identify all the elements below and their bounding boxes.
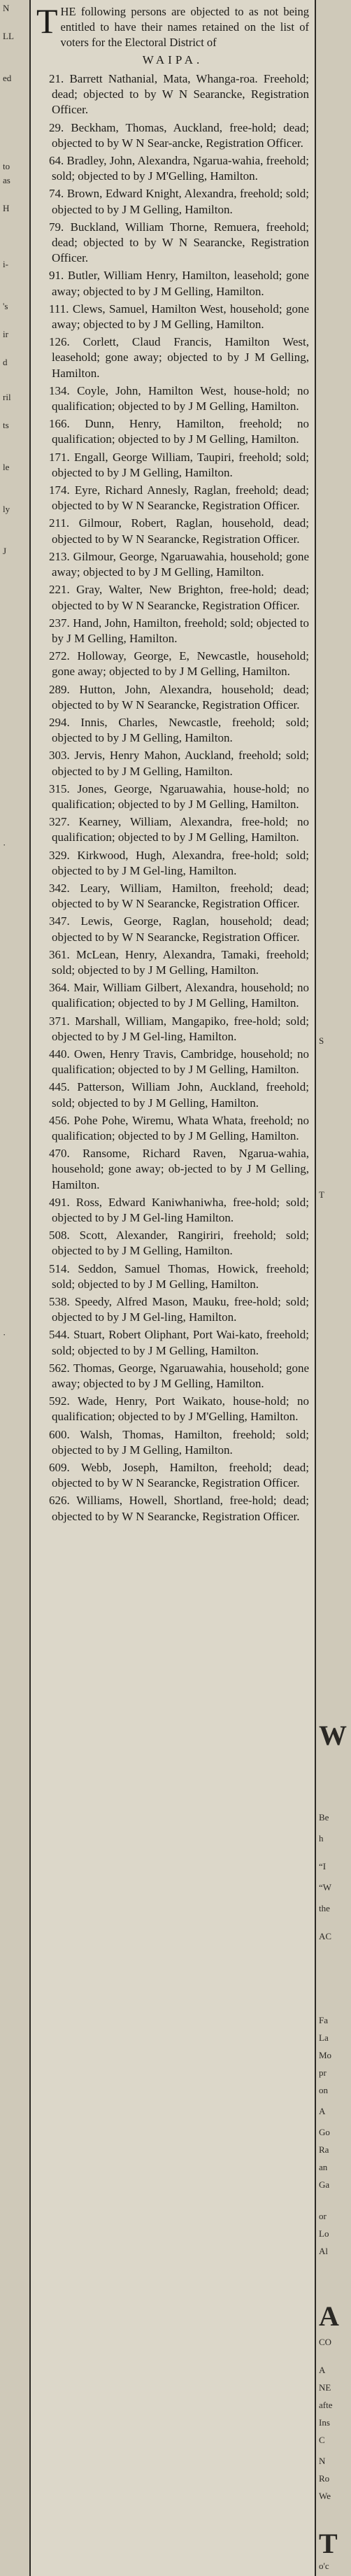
entry-text: Lewis, George, Raglan, household; dead; objected to by W N Searancke, Registration Officer. <box>52 914 310 944</box>
list-item <box>36 334 309 381</box>
entry-text: Seddon, Samuel Thomas, Howick, freehold; sold; objected to by J M Gelling, Hamilton. <box>52 1261 310 1291</box>
list-item <box>36 1113 309 1144</box>
entry-number: 609. <box>49 1461 70 1475</box>
list-item <box>36 781 309 812</box>
entry-number: 342. <box>49 881 70 895</box>
entry-text: Barrett Nathanial, Mata, Whanga-roa. Freehold; dead; objected to by W N Searancke, Registration Officer. <box>52 72 309 117</box>
list-item <box>36 1394 309 1424</box>
entry-number: 626. <box>49 1494 70 1508</box>
entry-number: 315. <box>49 781 70 795</box>
list-item <box>36 1014 309 1045</box>
list-item <box>36 483 309 514</box>
margin-text-fragment: ir <box>3 329 8 339</box>
list-item <box>36 71 309 118</box>
margin-text-fragment: 's <box>3 301 8 311</box>
list-item <box>36 1460 309 1491</box>
entry-text: Gilmour, Robert, Raglan, household, dead; objected to by W N Searancke, Registration Officer. <box>52 516 310 546</box>
entry-text: Innis, Charles, Newcastle, freehold; sold; objected to by J M Gelling, Hamilton. <box>52 715 309 745</box>
margin-text-fragment: LL <box>3 31 14 41</box>
margin-text-fragment: Lo <box>319 2228 329 2239</box>
entry-text: Ross, Edward Kaniwhaniwha, free-hold; sold; objected to by J M Gel-ling Hamilton. <box>52 1195 310 1225</box>
entry-text: Pohe Pohe, Wiremu, Whata Whata, freehold; no qualification; objected to by J M Gelling, Hamilton. <box>52 1113 309 1142</box>
entry-text: Buckland, William Thorne, Remuera, freehold; dead; objected to by W N Searancke, Registration Officer. <box>52 220 310 265</box>
entry-text: Gilmour, George, Ngaruawahia, household; gone away; objected to by J M Gelling, Hamilton. <box>52 549 310 579</box>
margin-text-fragment: i- <box>3 259 8 269</box>
list-item <box>36 153 309 184</box>
entry-number: 272. <box>49 649 70 663</box>
entry-number: 134. <box>49 383 70 397</box>
entry-number: 514. <box>49 1261 70 1275</box>
entry-text: Hand, John, Hamilton, freehold; sold; objected to by J M Gelling, Hamilton. <box>52 616 309 645</box>
margin-text-fragment: afte <box>319 2400 333 2410</box>
list-item <box>36 814 309 845</box>
margin-text-fragment: d <box>3 357 8 367</box>
list-item <box>36 1294 309 1325</box>
list-item <box>36 1047 309 1077</box>
entry-text: Stuart, Robert Oliphant, Port Wai-kato, freehold; sold; objected to by J M Gelling, Hamilton. <box>52 1328 309 1357</box>
entry-number: 456. <box>49 1113 70 1127</box>
entry-text: Coyle, John, Hamilton West, house-hold; no qualification; objected to by J M Gelling, Hamilton. <box>52 383 310 413</box>
margin-text-fragment: ly <box>3 504 10 514</box>
entry-number: 111. <box>49 302 69 316</box>
entry-number: 171. <box>49 450 70 464</box>
margin-text-fragment: N <box>3 3 10 13</box>
list-item <box>36 914 309 944</box>
entry-text: Hutton, John, Alexandra, household; dead; objected to by W N Searancke, Registration Officer. <box>52 682 310 712</box>
entry-text: Kirkwood, Hugh, Alexandra, free-hold; sold; objected to by J M Gel-ling, Hamilton. <box>52 848 309 877</box>
entry-number: 371. <box>49 1014 70 1028</box>
list-item <box>36 549 309 580</box>
margin-text-fragment: Al <box>319 2246 328 2256</box>
entry-number: 74. <box>49 187 64 201</box>
entry-number: 211. <box>49 516 70 530</box>
list-item <box>36 582 309 613</box>
margin-text-fragment: CO <box>319 2337 332 2347</box>
list-item <box>36 1361 309 1392</box>
margin-text-fragment: to <box>3 161 10 171</box>
margin-text-fragment: on <box>319 2085 328 2095</box>
margin-text-fragment: Ga <box>319 2179 330 2190</box>
entry-text: Beckham, Thomas, Auckland, free-hold; dead; objected to by W N Sear-ancke, Registration Officer. <box>52 120 310 150</box>
entry-number: 592. <box>49 1394 70 1408</box>
list-item <box>36 1228 309 1259</box>
entry-number: 445. <box>49 1080 70 1094</box>
margin-text-fragment: Ro <box>319 2473 330 2484</box>
list-item <box>36 1427 309 1458</box>
entry-text: Mair, William Gilbert, Alexandra, household; no qualification; objected to by J M Gelling, Hamilton. <box>52 981 310 1010</box>
margin-text-fragment: or <box>319 2211 327 2221</box>
right-column-fragment <box>316 0 351 2576</box>
margin-text-fragment: ts <box>3 420 9 430</box>
entry-number: 213. <box>49 549 70 563</box>
list-item <box>36 1261 309 1292</box>
entry-text: Owen, Henry Travis, Cambridge, household; no qualification; objected to by J M Gelling, Hamilton. <box>52 1047 309 1077</box>
margin-text-fragment: as <box>3 175 10 185</box>
list-item <box>36 649 309 679</box>
margin-text-fragment: A <box>319 2302 339 2331</box>
entry-text: Speedy, Alfred Mason, Mauku, free-hold; sold; objected to by J M Gel-ling, Hamilton. <box>52 1295 309 1324</box>
margin-text-fragment: S <box>319 1035 324 1046</box>
margin-text-fragment: H <box>3 203 10 213</box>
entry-number: 79. <box>49 220 64 234</box>
entry-number: 29. <box>49 120 64 134</box>
entry-number: 174. <box>49 483 70 497</box>
intro-text: HE following persons are objected to as not being entitled to have their names retained on the list of voters for the Electoral District of <box>60 5 309 49</box>
entry-text: Corlett, Claud Francis, Hamilton West, leasehold; gone away; objected to by J M Gelling, Hamilton. <box>52 335 310 380</box>
margin-text-fragment: h <box>319 1833 324 1843</box>
entry-text: Scott, Alexander, Rangiriri, freehold; sold; objected to by J M Gelling, Hamilton. <box>52 1229 309 1258</box>
margin-text-fragment: A <box>319 2365 326 2375</box>
margin-text-fragment: Be <box>319 1812 329 1823</box>
margin-text-fragment: an <box>319 2162 328 2172</box>
entry-number: 21. <box>49 72 64 85</box>
margin-text-fragment: o'c <box>319 2561 329 2571</box>
entry-number: 347. <box>49 914 70 928</box>
margin-text-fragment: Mo <box>319 2050 332 2060</box>
margin-text-fragment: Ins <box>319 2417 330 2428</box>
margin-text-fragment: “W <box>319 1882 332 1892</box>
margin-text-fragment: La <box>319 2032 329 2043</box>
list-item <box>36 383 309 414</box>
entry-text: Walsh, Thomas, Hamilton, freehold; sold; objected to by J M Gelling, Hamilton. <box>52 1427 309 1457</box>
entry-text: Patterson, William John, Auckland, freehold; sold; objected to by J M Gelling, Hamilton. <box>52 1080 309 1110</box>
margin-text-fragment: W <box>319 1721 347 1750</box>
intro-paragraph <box>36 1 309 50</box>
entry-number: 237. <box>49 616 70 630</box>
margin-text-fragment: “I <box>319 1861 327 1871</box>
list-item <box>36 682 309 713</box>
margin-text-fragment: NE <box>319 2382 331 2393</box>
list-item <box>36 1146 309 1193</box>
entry-number: 508. <box>49 1229 70 1243</box>
entry-number: 303. <box>49 749 70 763</box>
list-item <box>36 516 309 546</box>
entry-number: 600. <box>49 1427 70 1441</box>
list-item <box>36 120 309 151</box>
entry-number: 126. <box>49 335 70 349</box>
main-column <box>31 0 315 2576</box>
entry-text: Ransome, Richard Raven, Ngarua-wahia, household; gone away; ob-jected to by J M Gelling, Hamilton. <box>52 1147 310 1191</box>
entry-text: Butler, William Henry, Hamilton, leasehold; gone away; objected to by J M Gelling, Hamilton. <box>52 269 310 298</box>
entry-number: 470. <box>49 1147 70 1161</box>
entry-number: 329. <box>49 848 70 862</box>
list-item <box>36 748 309 779</box>
list-item <box>36 416 309 447</box>
margin-text-fragment: Ra <box>319 2144 329 2155</box>
entry-number: 562. <box>49 1361 70 1375</box>
entry-text: Bradley, John, Alexandra, Ngarua-wahia, freehold; sold; objected to by J M'Gelling, Hamilton. <box>52 154 310 183</box>
entry-text: Webb, Joseph, Hamilton, freehold; dead; objected to by W N Searancke, Registration Officer. <box>52 1461 309 1490</box>
entry-text: Williams, Howell, Shortland, free-hold; dead; objected to by W N Searancke, Registration Officer. <box>52 1494 309 1523</box>
margin-text-fragment: C <box>319 2435 325 2445</box>
entry-number: 221. <box>49 583 70 597</box>
entry-text: Thomas, George, Ngaruawahia, household; gone away; objected to by J M Gelling, Hamilton. <box>52 1361 309 1391</box>
district-heading: WAIPA. <box>142 53 203 66</box>
margin-text-fragment: pr <box>319 2067 327 2078</box>
margin-text-fragment: A <box>319 2106 326 2116</box>
entry-number: 538. <box>49 1295 70 1309</box>
entry-number: 294. <box>49 715 70 729</box>
margin-text-fragment: ed <box>3 73 12 83</box>
entry-number: 289. <box>49 682 70 696</box>
entry-text: Clews, Samuel, Hamilton West, household; gone away; objected to by J M Gelling, Hamilton. <box>52 302 310 332</box>
margin-text-fragment: Fa <box>319 2015 328 2025</box>
list-item <box>36 1493 309 1524</box>
list-item <box>36 302 309 332</box>
entry-text: Marshall, William, Mangapiko, free-hold; sold; objected to by J M Gel-ling, Hamilton. <box>52 1014 309 1043</box>
margin-text-fragment: · <box>3 840 6 850</box>
margin-text-fragment: le <box>3 462 10 472</box>
entry-text: Jones, George, Ngaruawahia, house-hold; no qualification; objected to by J M Gelling, Hamilton. <box>52 781 310 811</box>
entry-number: 364. <box>49 981 70 995</box>
entry-number: 544. <box>49 1328 70 1342</box>
margin-text-fragment: ril <box>3 392 11 402</box>
list-item <box>36 1327 309 1358</box>
margin-text-fragment: AC <box>319 1931 332 1941</box>
entry-text: Jervis, Henry Mahon, Auckland, freehold; sold; objected to by J M Gelling, Hamilton. <box>52 749 309 778</box>
margin-text-fragment: N <box>319 2456 326 2466</box>
entry-text: Kearney, William, Alexandra, free-hold; no qualification; objected to by J M Gelling, Hamilton. <box>52 815 309 844</box>
list-item <box>36 980 309 1011</box>
list-item <box>36 947 309 978</box>
entry-text: Brown, Edward Knight, Alexandra, freehold; sold; objected to by J M Gelling, Hamilton. <box>52 187 309 216</box>
left-column-fragment <box>0 0 29 2576</box>
margin-text-fragment: J <box>3 546 7 556</box>
entry-number: 166. <box>49 417 70 431</box>
list-item <box>36 715 309 746</box>
list-item <box>36 881 309 912</box>
margin-text-fragment: the <box>319 1903 330 1913</box>
entry-text: Holloway, George, E, Newcastle, household; gone away; objected to by J M Gelling, Hamilton. <box>52 649 310 679</box>
margin-text-fragment: We <box>319 2491 331 2501</box>
entry-number: 440. <box>49 1047 70 1061</box>
list-item <box>36 186 309 217</box>
entry-number: 64. <box>49 154 64 168</box>
entry-text: Leary, William, Hamilton, freehold; dead; objected to by W N Searancke, Registration Officer. <box>52 881 310 911</box>
list-item <box>36 268 309 299</box>
margin-text-fragment: Go <box>319 2127 330 2137</box>
entry-text: Engall, George William, Taupiri, freehold; sold; objected to by J M Gelling, Hamilton. <box>52 450 310 479</box>
entry-number: 491. <box>49 1195 70 1209</box>
entry-text: Wade, Henry, Port Waikato, house-hold; no qualification; objected to by J M'Gelling, Hamilton. <box>52 1394 309 1424</box>
list-item <box>36 1195 309 1226</box>
margin-text-fragment: T <box>319 1189 324 1200</box>
drop-cap: T <box>36 1 58 41</box>
margin-text-fragment: T <box>319 2529 338 2559</box>
entry-number: 361. <box>49 947 70 961</box>
list-item <box>36 848 309 879</box>
entry-number: 327. <box>49 815 70 829</box>
list-item <box>36 450 309 481</box>
entry-number: 91. <box>49 269 64 283</box>
margin-text-fragment: · <box>3 1329 6 1340</box>
entry-text: Eyre, Richard Annesly, Raglan, freehold; dead; objected to by W N Searancke, Registration Officer. <box>52 483 309 513</box>
entry-text: McLean, Henry, Alexandra, Tamaki, freehold; sold; objected to by J M Gelling, Hamilton. <box>52 947 309 977</box>
entry-text: Gray, Walter, New Brighton, free-hold; dead; objected to by W N Searancke, Registration Officer. <box>52 583 309 612</box>
list-item <box>36 1080 309 1110</box>
list-item <box>36 616 309 646</box>
entry-text: Dunn, Henry, Hamilton, freehold; no qualification; objected to by J M Gelling, Hamilton. <box>52 417 310 446</box>
objection-list <box>31 71 315 1524</box>
list-item <box>36 220 309 267</box>
